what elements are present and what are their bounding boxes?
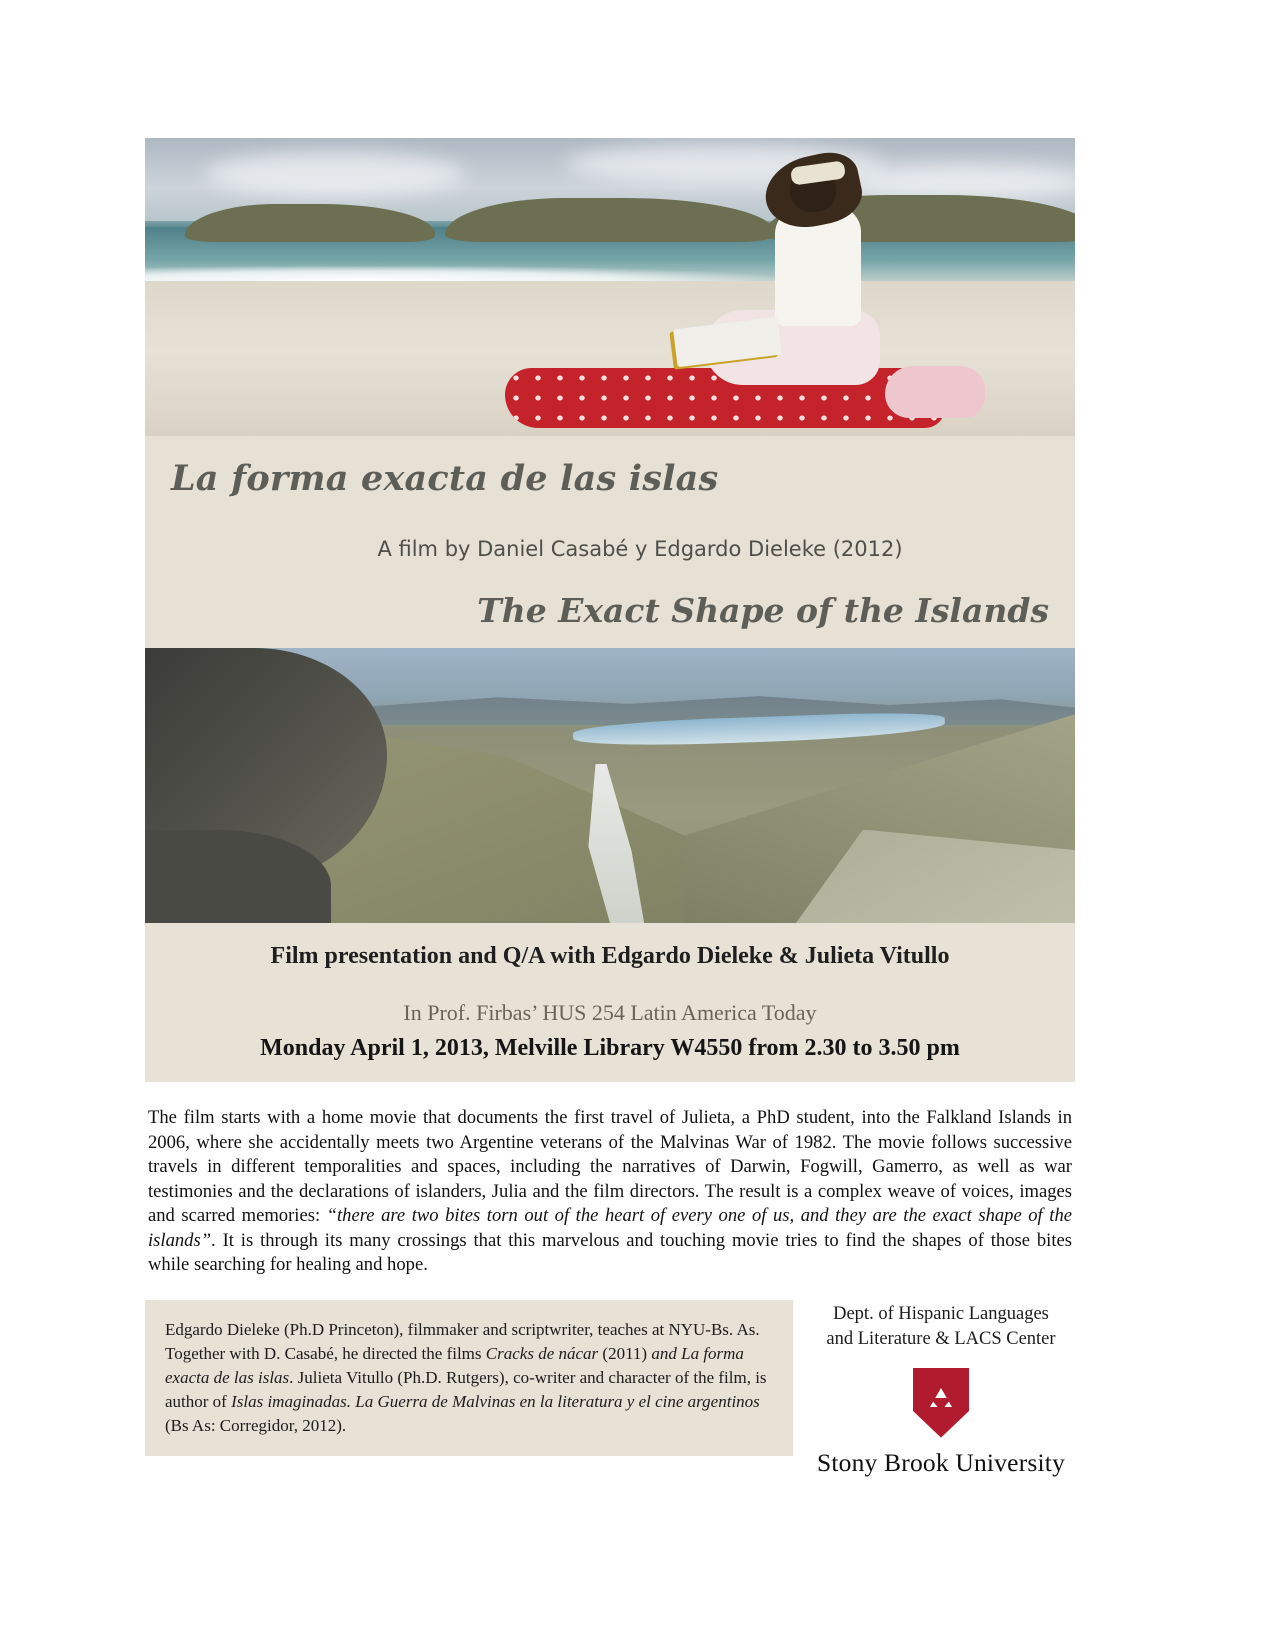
shield-icon [913, 1368, 969, 1438]
bio-text-4: (Bs As: Corregidor, 2012). [165, 1416, 347, 1436]
university-name: Stony Brook University [816, 1447, 1066, 1477]
event-info-band [145, 923, 1075, 1082]
event-datetime-location: Monday April 1, 2013, Melville Library W4550 from 2.30 to 3.50 pm [260, 1035, 960, 1061]
university-block [793, 1300, 1075, 1478]
bio-film-title-2: and La forma exacta de las islas [165, 1343, 744, 1387]
synopsis-quote: “there are two bites torn out of the heart of every one of us, and they are the exact shape of the islands” [148, 1205, 1072, 1251]
event-course: In Prof. Firbas’ HUS 254 Latin America Today [403, 1000, 817, 1025]
bio-text-2: (2011) [598, 1343, 652, 1363]
cloud-shape [205, 152, 465, 196]
film-poster [145, 138, 1075, 1478]
synopsis-paragraph [145, 1082, 1075, 1278]
title-band [145, 436, 1075, 648]
bio-film-title-1: Cracks de nácar [485, 1343, 599, 1363]
bio-text-3: . Julieta Vitullo (Ph.D. Rutgers), co-writer and character of the film, is author of [165, 1367, 767, 1412]
department-line-2: and Literature & LACS Center [826, 1328, 1056, 1349]
event-presentation: Film presentation and Q/A with Edgardo Dieleke & Julieta Vitullo [270, 943, 950, 969]
department-line-1: Dept. of Hispanic Languages [833, 1303, 1049, 1324]
department-name [807, 1302, 1075, 1352]
film-title-english: The Exact Shape of the Islands [477, 591, 1049, 630]
footer-row [145, 1300, 1075, 1478]
synopsis-text-2: . It is through its many crossings that this marvelous and touching movie tries to find the shapes of those bites while searching for healing and hope. [148, 1229, 1072, 1276]
landscape-photo [145, 648, 1075, 923]
bio-text-1: Edgardo Dieleke (Ph.D Princeton), filmmaker and scriptwriter, teaches at NYU-Bs. As. Together with D. Casabé, he directed the films [165, 1319, 760, 1363]
synopsis-text-1: The film starts with a home movie that documents the first travel of Julieta, a PhD student, into the Falkland Islands in 2006, where she accidentally meets two Argentine veterans of the Malvinas War of 1982. The movie follows successive travels in different temporalities and spaces, including the narratives of Darwin, Fogwill, Gamerro, as well as war testimonies and the declarations of islanders, Julia and the film directors. The result is a complex weave of voices, images and scarred memories: [148, 1107, 1072, 1227]
bio-book-title: Islas imaginadas. La Guerra de Malvinas en la literatura y el cine argentinos [231, 1392, 760, 1412]
film-title-spanish: La forma exacta de las islas [171, 458, 719, 499]
film-credit: A film by Daniel Casabé y Edgardo Dieleke (2012) [377, 537, 903, 561]
cloud-shape [845, 164, 1075, 198]
beach-photo [145, 138, 1075, 436]
photo-bag [885, 366, 985, 418]
speaker-bio [145, 1300, 793, 1457]
